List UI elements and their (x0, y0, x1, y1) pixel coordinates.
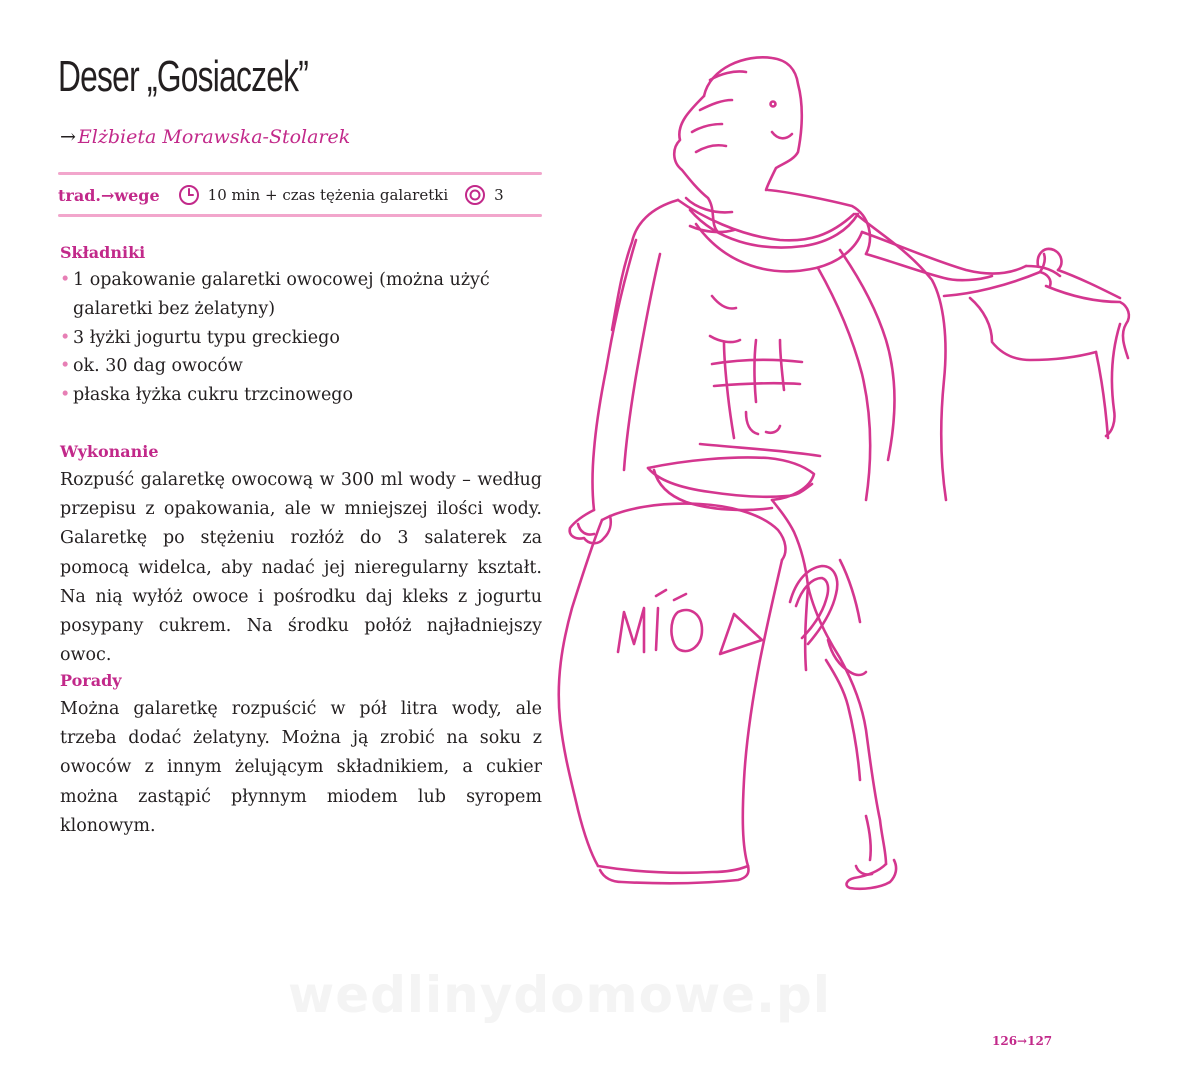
method-heading: Wykonanie (60, 442, 159, 461)
tips-heading: Porady (60, 671, 122, 690)
ingredients-list (60, 266, 540, 410)
tips-text: Można galaretkę rozpuścić w pół litra wody, ale trzeba dodać żelatyny. Można ją zrobić na soku z owoców z innym żelującym składnikiem, a cukier można zastąpić płynnym miodem lub syropem klonowym. (60, 699, 542, 836)
ingredient-item: • 3 łyżki jogurtu typu greckiego (60, 324, 540, 353)
clock-icon (178, 184, 200, 206)
meta-divider-top (58, 172, 542, 175)
figure-with-vase-drawing (540, 40, 1180, 900)
meta-row (58, 183, 504, 207)
bullet-icon: • (60, 327, 71, 348)
recipe-author (60, 126, 350, 148)
bullet-icon: • (60, 270, 71, 290)
illustration (540, 40, 1180, 900)
bullet-icon: • (60, 356, 71, 377)
ingredient-item: • ok. 30 dag owoców (60, 352, 540, 381)
prep-time: 10 min + czas tężenia galaretki (207, 186, 449, 204)
author-name: Elżbieta Morawska-Stolarek (77, 126, 351, 148)
meta-divider-bottom (58, 214, 542, 217)
recipe-meta-bar (58, 172, 542, 218)
author-arrow: → (60, 126, 76, 148)
ingredient-item: • 1 opakowanie galaretki owocowej (można użyć galaretki bez żelatyny) (60, 266, 540, 324)
method-text: Rozpuść galaretkę owocową w 300 ml wody – według przepisu z opakowania, ale w mniejszej ilości wody. Galaretkę po stężeniu rozłóż do 3 salaterek za pomocą widelca, aby nadać jej nieregularny kształt. Na nią wyłóż owoce i pośrodku daj kleks z jogurtu posypany cukrem. Na środku połóż najładniejszy owoc. (60, 470, 542, 666)
diet-label: trad.→wege (58, 185, 160, 205)
ingredient-item: • płaska łyżka cukru trzcinowego (60, 381, 540, 410)
watermark: wedlinydomowe.pl (288, 966, 831, 1024)
recipe-title: Deser „Gosiaczek” (58, 52, 309, 101)
ingredients-heading: Składniki (60, 243, 146, 262)
page-numbers: 126→127 (992, 1034, 1053, 1048)
servings-icon (464, 184, 486, 206)
servings-count: 3 (494, 186, 504, 204)
bullet-icon: • (60, 385, 71, 406)
